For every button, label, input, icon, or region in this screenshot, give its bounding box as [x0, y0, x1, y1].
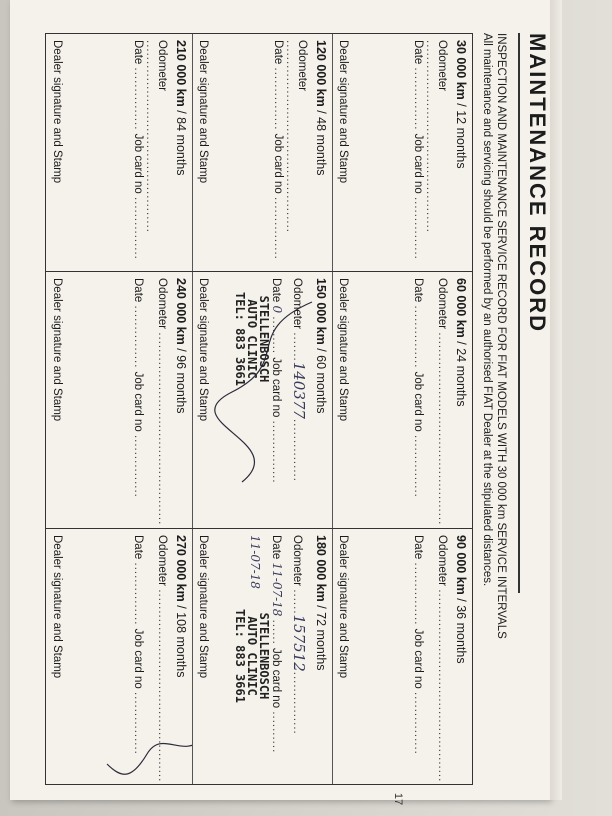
- grid-column-2: [46, 272, 472, 529]
- service-cell-270000: [47, 529, 192, 784]
- handwritten-margin-date: 11-07-18: [248, 535, 262, 589]
- title-rule: [518, 33, 520, 593]
- date-line: Date ............... Job card no ...............: [132, 40, 144, 260]
- date-line: Date ............... Job card no ...............: [132, 278, 144, 498]
- date-line: Date 0 ......... Job card no ...............: [270, 278, 284, 484]
- service-interval: 60 000 km / 24 months: [454, 278, 468, 407]
- odometer-line: Odometer ......157512...............: [290, 535, 308, 735]
- service-cell-210000: [47, 34, 192, 271]
- intro-line-2: All maintenance and servicing should be performed by an authorised FIAT Dealer at the stipulated distances.: [481, 33, 493, 587]
- handwritten-odometer: 140377: [290, 361, 308, 419]
- dealer-signature-label: Dealer signature and Stamp: [197, 278, 209, 422]
- service-cell-120000: [192, 34, 332, 271]
- odometer-line: Odometer ..............................................: [156, 278, 168, 526]
- service-interval: 90 000 km / 36 months: [454, 535, 468, 664]
- date-line: Date ............... Job card no ...............: [412, 535, 424, 755]
- service-interval: 30 000 km / 12 months: [454, 40, 468, 169]
- service-cell-240000: [47, 272, 192, 528]
- service-cell-150000: [192, 272, 332, 528]
- dealer-signature-label: Dealer signature and Stamp: [51, 535, 63, 679]
- signature-scribble: [47, 529, 192, 784]
- odometer-line: Odometer ..............................................: [424, 40, 448, 233]
- dealer-stamp: STELLENBOSCH AUTO CLINIC TEL: 883 3661: [233, 609, 271, 703]
- service-interval: 240 000 km / 96 months: [174, 278, 188, 414]
- service-cell-180000: [192, 529, 332, 784]
- service-cell-60000: [332, 272, 472, 528]
- odometer-line: Odometer ..............................................: [436, 278, 448, 526]
- dealer-stamp: STELLENBOSCH AUTO CLINIC TEL: 883 3661: [233, 292, 271, 386]
- intro-text: [480, 33, 508, 639]
- page-edge: [550, 0, 562, 800]
- handwritten-odometer: 157512: [290, 614, 308, 672]
- page-title: MAINTENANCE RECORD: [525, 33, 550, 333]
- handwritten-date: 0: [270, 305, 284, 314]
- dealer-signature-label: Dealer signature and Stamp: [51, 40, 63, 184]
- date-line: Date ............... Job card no ...............: [272, 40, 284, 260]
- service-interval: 150 000 km / 60 months: [314, 278, 328, 414]
- odometer-line: Odometer ..............................................: [436, 535, 448, 783]
- odometer-line: Odometer ..............................................: [144, 40, 168, 233]
- odometer-line: Odometer .......140377...............: [290, 278, 308, 482]
- signature-scribble: [192, 272, 332, 529]
- odometer-line: Odometer ..............................................: [156, 535, 168, 783]
- date-line: Date ............... Job card no ...............: [412, 40, 424, 260]
- dealer-signature-label: Dealer signature and Stamp: [51, 278, 63, 422]
- date-line: Date ............... Job card no ...............: [412, 278, 424, 498]
- date-line: Date 11-07-18 ...... Job card no ..........: [270, 535, 284, 754]
- service-record-grid: [45, 33, 473, 785]
- dealer-signature-label: Dealer signature and Stamp: [197, 40, 209, 184]
- dealer-signature-label: Dealer signature and Stamp: [337, 40, 349, 184]
- rotated-record-sheet: [40, 25, 550, 785]
- grid-column-1: [46, 34, 472, 272]
- grid-column-3: [46, 529, 472, 784]
- dealer-signature-label: Dealer signature and Stamp: [337, 535, 349, 679]
- service-interval: 180 000 km / 72 months: [314, 535, 328, 671]
- service-cell-90000: [332, 529, 472, 784]
- service-interval: 270 000 km / 108 months: [174, 535, 188, 678]
- page-number: 17: [392, 792, 405, 806]
- odometer-line: Odometer ..............................................: [284, 40, 308, 233]
- date-line: Date ............... Job card no ...............: [132, 535, 144, 755]
- handwritten-date: 11-07-18: [270, 562, 284, 617]
- service-cell-30000: [332, 34, 472, 271]
- dealer-signature-label: Dealer signature and Stamp: [337, 278, 349, 422]
- service-interval: 210 000 km / 84 months: [174, 40, 188, 176]
- intro-line-1: INSPECTION AND MAINTENANCE SERVICE RECORD FOR FIAT MODELS WITH 30 000 km SERVICE INTERVALS: [495, 33, 507, 639]
- dealer-signature-label: Dealer signature and Stamp: [197, 535, 209, 679]
- service-interval: 120 000 km / 48 months: [314, 40, 328, 176]
